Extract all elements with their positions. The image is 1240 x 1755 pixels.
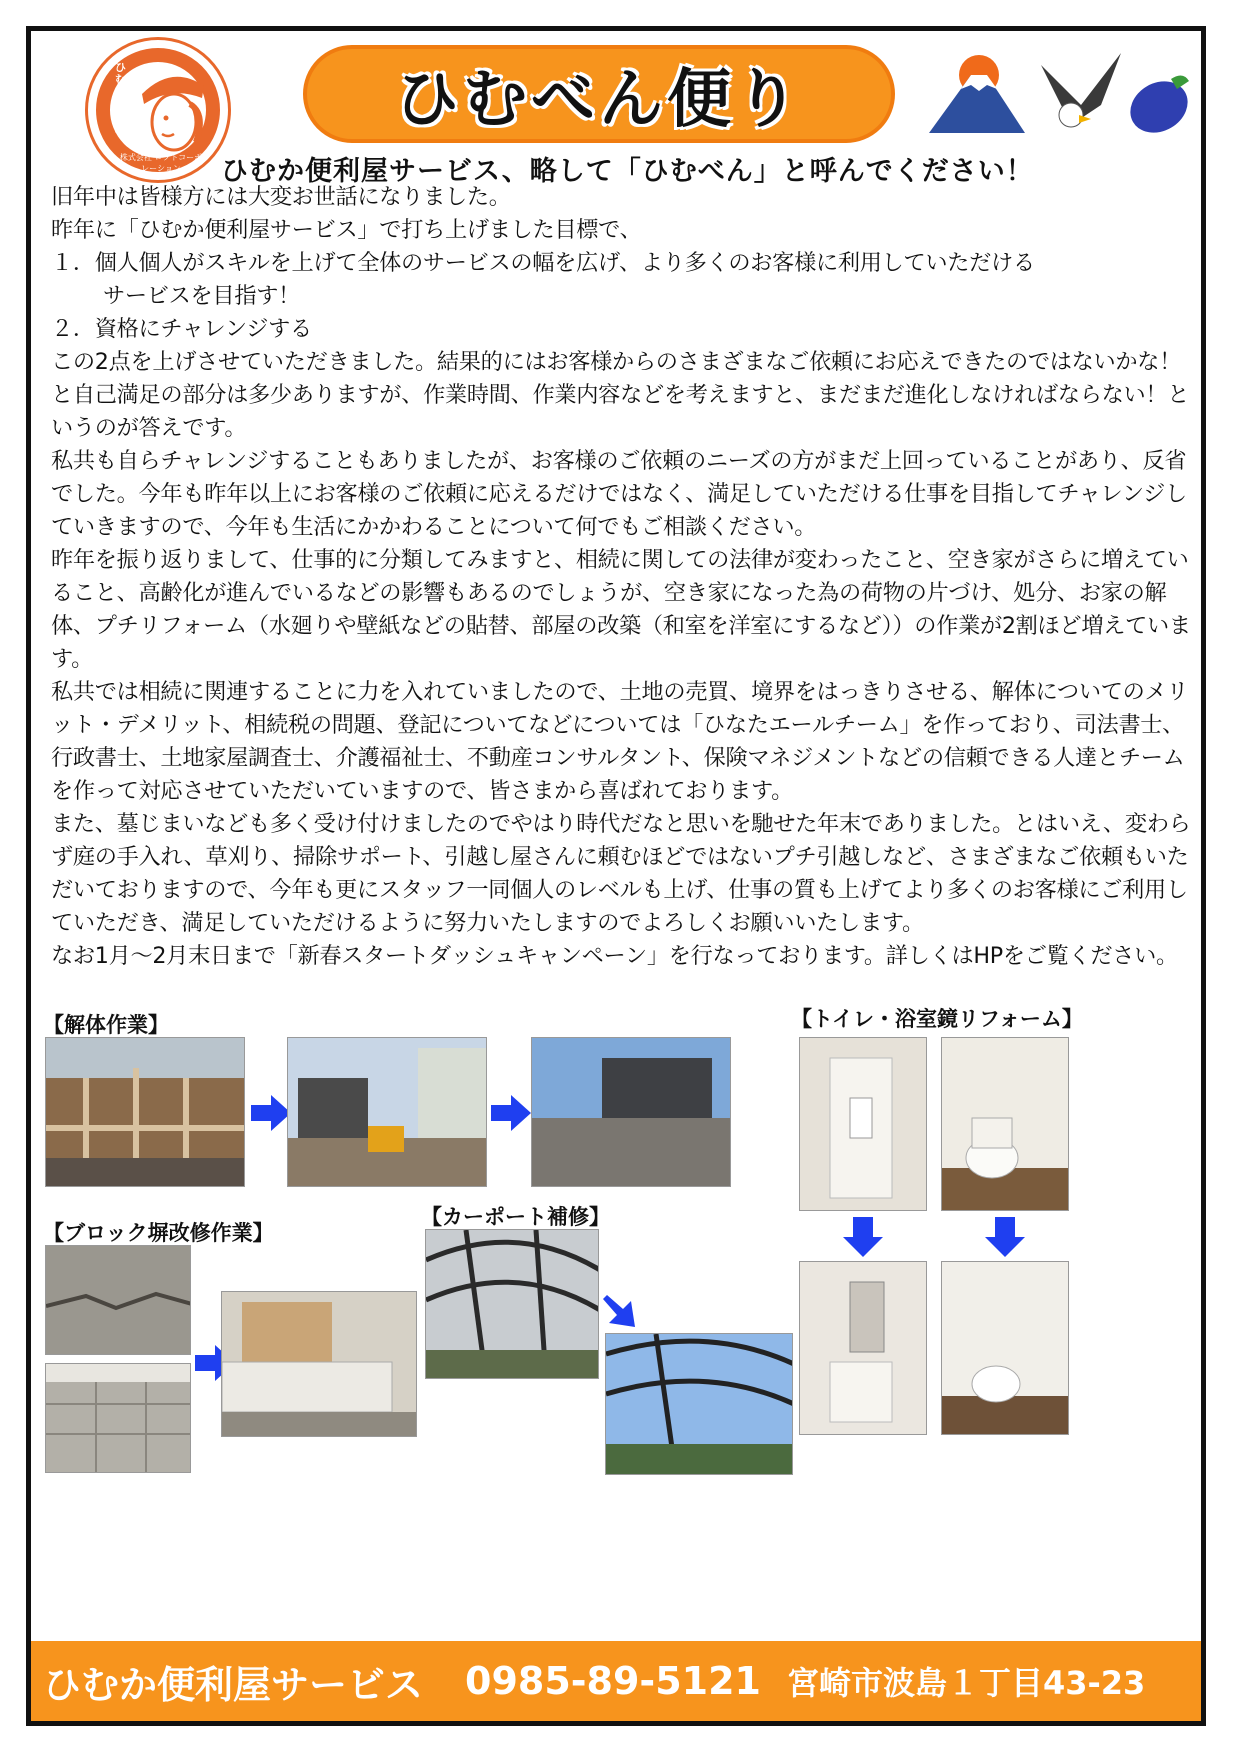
- subtitle: ひむか便利屋サービス、略して「ひむべん」と呼んでください！: [221, 156, 1034, 187]
- section-label-carport: 【カーポート補修】: [421, 1205, 610, 1229]
- section-label-block-wall: 【ブロック塀改修作業】: [43, 1221, 274, 1245]
- decoration-icons: [921, 45, 1191, 145]
- block-wall-photo-after: [221, 1291, 417, 1437]
- footer-address: 宮崎市波島１丁目43-23: [786, 1664, 1146, 1702]
- demolition-photo-before: [45, 1037, 245, 1187]
- paragraph: 昨年を振り返りまして、仕事的に分類してみますと、相続に関しての法律が変わったこと、空き家がさらに増えていること、高齢化が進んでいるなどの影響もあるのでしょうが、空き家になった為の荷物の片づけ、処分、お家の解体、プチリフォーム（水廻りや壁紙などの貼替、部屋の改築（和室を洋室にするなど））の作業が2割ほど増えています。: [51, 547, 1191, 672]
- goal-item-2: ２．資格にチャレンジする: [51, 316, 312, 342]
- footer-company-name: ひむか便利屋サービス: [43, 1662, 424, 1707]
- toilet-photo-before: [941, 1037, 1069, 1211]
- mascot-face-icon: [132, 64, 212, 160]
- carport-photo-before: [425, 1229, 599, 1379]
- demolition-photo-after: [531, 1037, 731, 1187]
- bath-photo-after: [799, 1261, 927, 1435]
- arrow-right-icon: [491, 1095, 531, 1131]
- page-title: ひむべん便り: [395, 63, 803, 137]
- arrow-down-right-icon: [603, 1295, 637, 1329]
- block-wall-photo-cracked: [45, 1363, 191, 1473]
- paragraph: 旧年中は皆様方には大変お世話になりました。: [51, 184, 511, 210]
- toilet-photo-after: [941, 1261, 1069, 1435]
- newsletter-page: [26, 26, 1206, 1726]
- paragraph: また、墓じまいなども多く受け付けましたのでやはり時代だなと思いを馳せた年末でありました。とはいえ、変わらず庭の手入れ、草刈り、掃除サポート、引越し屋さんに頼むほどではないプチ引越しなど、さまざまなご依頼もいただいておりますので、今年も更にスタッフ一同個人のレベルも上げ、仕事の質も上げてより多くのお客様にご利用していただき、満足していただけるように努力いたしますのでよろしくお願いいたします。: [51, 811, 1191, 936]
- paragraph: 私共も自らチャレンジすることもありましたが、お客様のご依頼のニーズの方がまだ上回っていることがあり、反省でした。今年も昨年以上にお客様のご依頼に応えるだけではなく、満足していただける仕事を目指してチャレンジしていきますので、今年も生活にかかわることについて何でもご相談ください。: [51, 448, 1187, 540]
- paragraph: 昨年に「ひむか便利屋サービス」で打ち上げました目標で、: [51, 217, 642, 243]
- carport-photo-after: [605, 1333, 793, 1475]
- logo-company: 株式会社 ロフトコーポレーション: [119, 153, 203, 173]
- bath-photo-before: [799, 1037, 927, 1211]
- logo-text: ひむか便利屋: [115, 61, 126, 134]
- arrow-right-icon: [251, 1095, 291, 1131]
- arrow-down-icon: [843, 1217, 883, 1257]
- body-text: [51, 181, 1191, 973]
- footer-bar: [31, 1641, 1201, 1721]
- eggplant-icon: [1121, 71, 1191, 143]
- paragraph: この2点を上げさせていただきました。結果的にはお客様からのさまざまなご依頼にお応えできたのではないかな！と自己満足の部分は多少ありますが、作業時間、作業内容などを考えますと、まだまだ進化しなければならない！というのが答えです。: [51, 349, 1190, 441]
- goal-item-1: １．個人個人がスキルを上げて全体のサービスの幅を広げ、より多くのお客様に利用していただける: [51, 250, 1035, 276]
- mount-fuji-icon: [929, 55, 1025, 133]
- paragraph: なお1月～2月末日まで「新春スタートダッシュキャンペーン」を行なっております。詳しくはHPをご覧ください。: [51, 943, 1178, 969]
- demolition-photo-middle: [287, 1037, 487, 1187]
- title-banner: [303, 45, 895, 143]
- block-wall-photo-damaged: [45, 1245, 191, 1355]
- eagle-icon: [1041, 53, 1121, 127]
- section-label-demolition: 【解体作業】: [43, 1013, 169, 1037]
- paragraph: 私共では相続に関連することに力を入れていましたので、土地の売買、境界をはっきりさせる、解体についてのメリット・デメリット、相続税の問題、登記についてなどについては「ひなたエールチーム」を作っており、司法書士、行政書士、土地家屋調査士、介護福祉士、不動産コンサルタント、保険マネジメントなどの信頼できる人達とチームを作って対応させていただいていますので、皆さまから喜ばれております。: [51, 679, 1189, 804]
- footer-phone[interactable]: 0985-89-5121: [465, 1659, 761, 1703]
- company-logo: [85, 37, 231, 183]
- section-label-toilet: 【トイレ・浴室鏡リフォーム】: [791, 1007, 1083, 1031]
- arrow-down-icon: [985, 1217, 1025, 1257]
- goal-item-1-cont: サービスを目指す！: [103, 283, 300, 309]
